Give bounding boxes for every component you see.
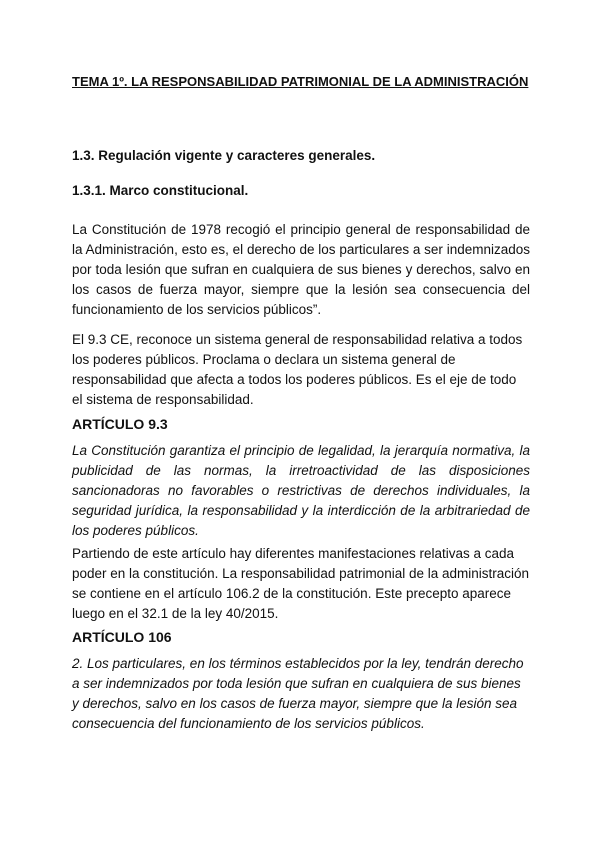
- section-heading-1-3-1: 1.3.1. Marco constitucional.: [72, 183, 249, 198]
- paragraph-article-106-intro: Partiendo de este artículo hay diferentes manifestaciones relativas a cada poder en la constitución. La responsabilidad patrimonial de la administración se contiene en el artículo 106.2 de la constitución. Este precepto aparece luego en el 32.1 de la ley 40/2015.: [72, 546, 530, 621]
- article-106-heading: ARTÍCULO 106: [72, 629, 172, 645]
- paragraph-constitution-1978: La Constitución de 1978 recogió el principio general de responsabilidad de la Administración, esto es, el derecho de los particulares a ser indemnizados por toda lesión que sufran en cualquiera de sus bienes y derechos, salvo en los casos de fuerza mayor, siempre que la lesión sea consecuencia del funcionamiento de los servicios públicos”.: [72, 222, 530, 317]
- article-9-3-text: La Constitución garantiza el principio de legalidad, la jerarquía normativa, la publicidad de las normas, la irretroactividad de las disposiciones sancionadoras no favorables o restrictivas de derechos individuales, la seguridad jurídica, la responsabilidad y la interdicción de la arbitrariedad de los poderes públicos.: [72, 443, 530, 538]
- article-106-text: 2. Los particulares, en los términos establecidos por la ley, tendrán derecho a ser indemnizados por toda lesión que sufran en cualquiera de sus bienes y derechos, salvo en los casos de fuerza mayor, siempre que la lesión sea consecuencia del funcionamiento de los servicios públicos.: [72, 656, 524, 731]
- document-title: TEMA 1º. LA RESPONSABILIDAD PATRIMONIAL DE LA ADMINISTRACIÓN: [72, 74, 529, 89]
- article-9-3-heading: ARTÍCULO 9.3: [72, 416, 168, 432]
- section-heading-1-3: 1.3. Regulación vigente y caracteres generales.: [72, 148, 376, 163]
- paragraph-article-9-3-intro: El 9.3 CE, reconoce un sistema general de responsabilidad relativa a todos los poderes públicos. Proclama o declara un sistema general de responsabilidad que afecta a todos los poderes públicos. Es el eje de todo el sistema de responsabilidad.: [72, 332, 523, 407]
